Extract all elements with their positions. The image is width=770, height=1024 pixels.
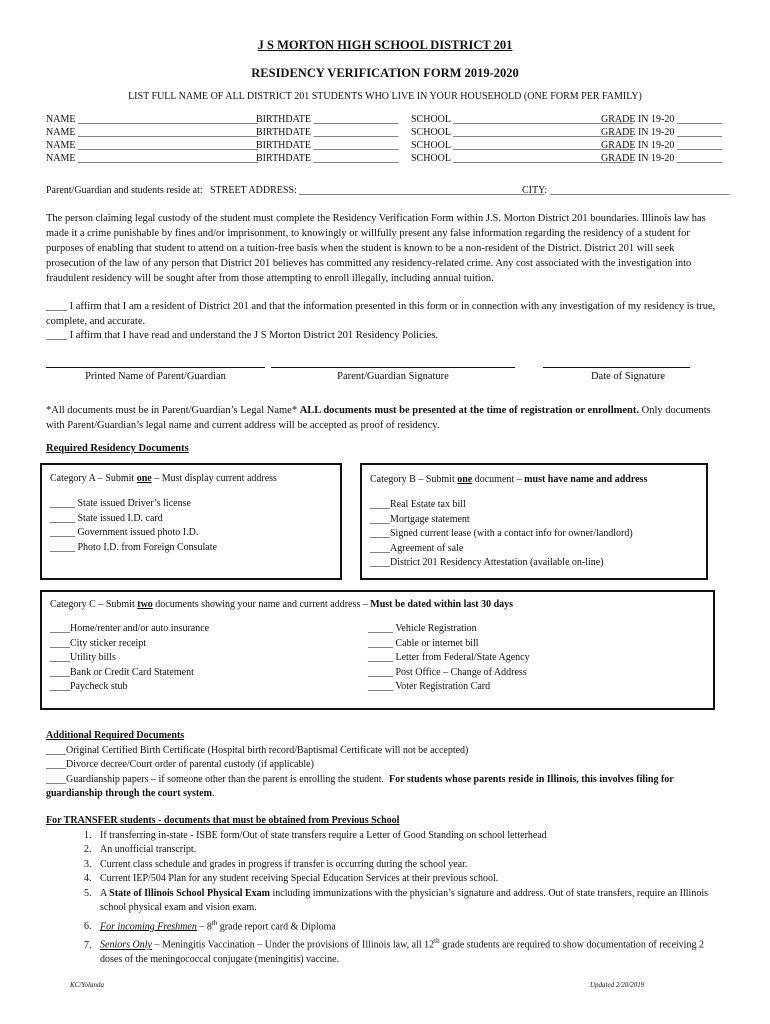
signature-label: Parent/Guardian Signature (337, 371, 449, 382)
name-field[interactable]: NAME ____________________________________ (46, 153, 258, 164)
list-item: 3. Current class schedule and grades in progress if transfer is occurring during the school year. (94, 858, 726, 873)
student-row[interactable] (46, 153, 736, 166)
category-c-box (40, 590, 715, 710)
school-field[interactable]: SCHOOL ____________________________________ (411, 153, 634, 164)
footer-left: KC/Yolanda (70, 981, 104, 989)
name-field[interactable]: NAME ____________________________________ (46, 140, 258, 151)
grade-field[interactable]: GRADE IN 19-20 _________ (601, 140, 722, 151)
documents-note (46, 403, 726, 433)
list-item[interactable]: _____ Cable or internet bill (368, 637, 479, 649)
list-item: 4. Current IEP/504 Plan for any student receiving Special Education Services at their previous school. (94, 872, 726, 887)
city-field[interactable]: CITY: ____________________________________ (522, 185, 730, 196)
grade-field[interactable]: GRADE IN 19-20 _________ (601, 114, 722, 125)
documents-note-post: Only documents with Parent/Guardian’s legal name and current address will be accepted as proof of residency. (46, 405, 711, 431)
list-item[interactable]: _____ Voter Registration Card (368, 681, 491, 693)
category-b-list (370, 498, 706, 571)
birthdate-field[interactable]: BIRTHDATE _________________ (256, 127, 399, 138)
additional-docs-section (46, 729, 726, 802)
student-row[interactable] (46, 140, 736, 153)
list-item[interactable]: ____Utility bills (50, 652, 116, 664)
additional-docs-heading: Additional Required Documents (46, 730, 185, 741)
school-field[interactable]: SCHOOL ____________________________________ (411, 127, 634, 138)
list-item[interactable]: _____ Government issued photo I.D. (50, 527, 199, 539)
category-a-list (50, 497, 340, 555)
documents-note-pre: *All documents must be in Parent/Guardian’s Legal Name* (46, 405, 298, 416)
name-field[interactable]: NAME ____________________________________ (46, 127, 258, 138)
list-item[interactable]: _____ Vehicle Registration (368, 623, 477, 634)
list-item[interactable]: ____Bank or Credit Card Statement (50, 666, 194, 678)
list-item: 5. A State of Illinois School Physical Exam including immunizations with the physician’s signature and address. Out of state transfers, require an Illinois school physical exam and vision exam. (94, 887, 726, 916)
transfer-section (46, 814, 726, 968)
printed-name-line[interactable] (46, 367, 265, 368)
required-docs-heading: Required Residency Documents (46, 443, 189, 454)
list-item[interactable]: ____City sticker receipt (50, 637, 147, 649)
list-item[interactable]: ____District 201 Residency Attestation (available on-line) (370, 557, 604, 569)
list-item[interactable]: ____Signed current lease (with a contact info for owner/landlord) (370, 528, 633, 540)
category-b-heading: Category B – Submit one document – must have name and address (370, 474, 648, 485)
list-item[interactable]: ____Agreement of sale (370, 542, 464, 554)
list-item[interactable]: _____ Letter from Federal/State Agency (368, 652, 530, 664)
list-item[interactable]: ____Divorce decree/Court order of parental custody (if applicable) (46, 759, 314, 770)
list-item[interactable]: _____ State issued I.D. card (50, 512, 163, 524)
date-line[interactable] (543, 367, 690, 368)
list-item[interactable]: ____Home/renter and/or auto insurance (50, 623, 210, 634)
list-item: 7. Seniors Only – Meningitis Vaccination – Under the provisions of Illinois law, all 12th grade students are required to show documentation of receiving 2 doses of the meningococcal conjugate (meningitis) vaccine. (94, 934, 726, 967)
school-field[interactable]: SCHOOL ____________________________________ (411, 140, 634, 151)
category-a-heading: Category A – Submit one – Must display current address (50, 473, 277, 484)
list-item[interactable]: ____Original Certified Birth Certificate (Hospital birth record/Baptismal Certificate will not be accepted) (46, 744, 469, 756)
legal-paragraph: The person claiming legal custody of the student must complete the Residency Verification Form within J.S. Morton District 201 boundaries. Illinois law has made it a crime punishable by fines and/or imprisonment, to knowingly or willfully present any false information regarding the residency of a student for purposes of enabling that student to attend on a tuition-free basis when the student is known to be a non-resident of the District. District 201 will seek prosecution of the law of any person that District 201 believes has committed any residency-related crime. Any cost associated with the investigation into fraudulent residency will be sought after from those attempting to enroll illegally, including annual tuition. (46, 213, 706, 284)
address-row (46, 185, 736, 198)
category-c-heading: Category C – Submit two documents showing your name and current address – Must be dated within last 30 days (50, 599, 514, 610)
school-field[interactable]: SCHOOL ____________________________________ (411, 114, 634, 125)
list-item[interactable]: ____Mortgage statement (370, 513, 470, 525)
student-row[interactable] (46, 114, 736, 127)
signature-line[interactable] (271, 367, 515, 368)
birthdate-field[interactable]: BIRTHDATE _________________ (256, 114, 399, 125)
list-item[interactable]: ____Real Estate tax bill (370, 499, 466, 510)
form-title: J S MORTON HIGH SCHOOL DISTRICT 201 (257, 38, 513, 52)
category-c-left-list (50, 622, 350, 695)
list-item[interactable]: ____Paycheck stub (50, 681, 128, 693)
list-item[interactable]: _____ State issued Driver’s license (50, 498, 191, 509)
student-row[interactable] (46, 127, 736, 140)
transfer-list (46, 829, 726, 968)
list-item[interactable]: _____ Photo I.D. from Foreign Consulate (50, 541, 217, 553)
affirm-resident[interactable]: ____ I affirm that I am a resident of District 201 and that the information presented in this form or in connection with any investigation of my residency is true, complete, and accurate. (46, 301, 716, 327)
transfer-heading: For TRANSFER students - documents that must be obtained from Previous School (46, 815, 400, 826)
list-item: 2. An unofficial transcript. (94, 843, 726, 858)
footer-updated: Updated 2/20/2019 (590, 981, 645, 989)
category-c-right-list (368, 622, 668, 695)
name-field[interactable]: NAME ____________________________________ (46, 114, 258, 125)
list-instruction: LIST FULL NAME OF ALL DISTRICT 201 STUDENTS WHO LIVE IN YOUR HOUSEHOLD (ONE FORM PER FAMILY) (128, 91, 642, 102)
date-label: Date of Signature (590, 371, 666, 382)
form-subtitle: RESIDENCY VERIFICATION FORM 2019-2020 (251, 66, 519, 80)
list-item[interactable]: _____ Post Office – Change of Address (368, 666, 527, 678)
list-item: 6. For incoming Freshmen – 8th grade report card & Diploma (94, 916, 726, 935)
list-item: 1. If transferring in-state - ISBE form/Out of state transfers require a Letter of Good Standing on school letterhead (94, 829, 726, 844)
printed-name-label: Printed Name of Parent/Guardian (85, 371, 226, 382)
grade-field[interactable]: GRADE IN 19-20 _________ (601, 153, 722, 164)
category-a-box (40, 463, 342, 580)
list-item[interactable]: ____Guardianship papers – if someone other than the parent is enrolling the student. For students whose parents reside in Illinois, this involves filing for guardianship through the court system. (46, 773, 674, 799)
grade-field[interactable]: GRADE IN 19-20 _________ (601, 127, 722, 138)
birthdate-field[interactable]: BIRTHDATE _________________ (256, 153, 399, 164)
category-b-box (360, 463, 708, 580)
birthdate-field[interactable]: BIRTHDATE _________________ (256, 140, 399, 151)
address-label: Parent/Guardian and students reside at: (46, 185, 203, 196)
street-address-field[interactable]: STREET ADDRESS: _________________________________________________ (210, 185, 545, 196)
documents-note-bold: ALL documents must be presented at the time of registration or enrollment. (299, 405, 639, 416)
affirm-policies[interactable]: ____ I affirm that I have read and understand the J S Morton District 201 Residency Policies. (46, 330, 439, 341)
